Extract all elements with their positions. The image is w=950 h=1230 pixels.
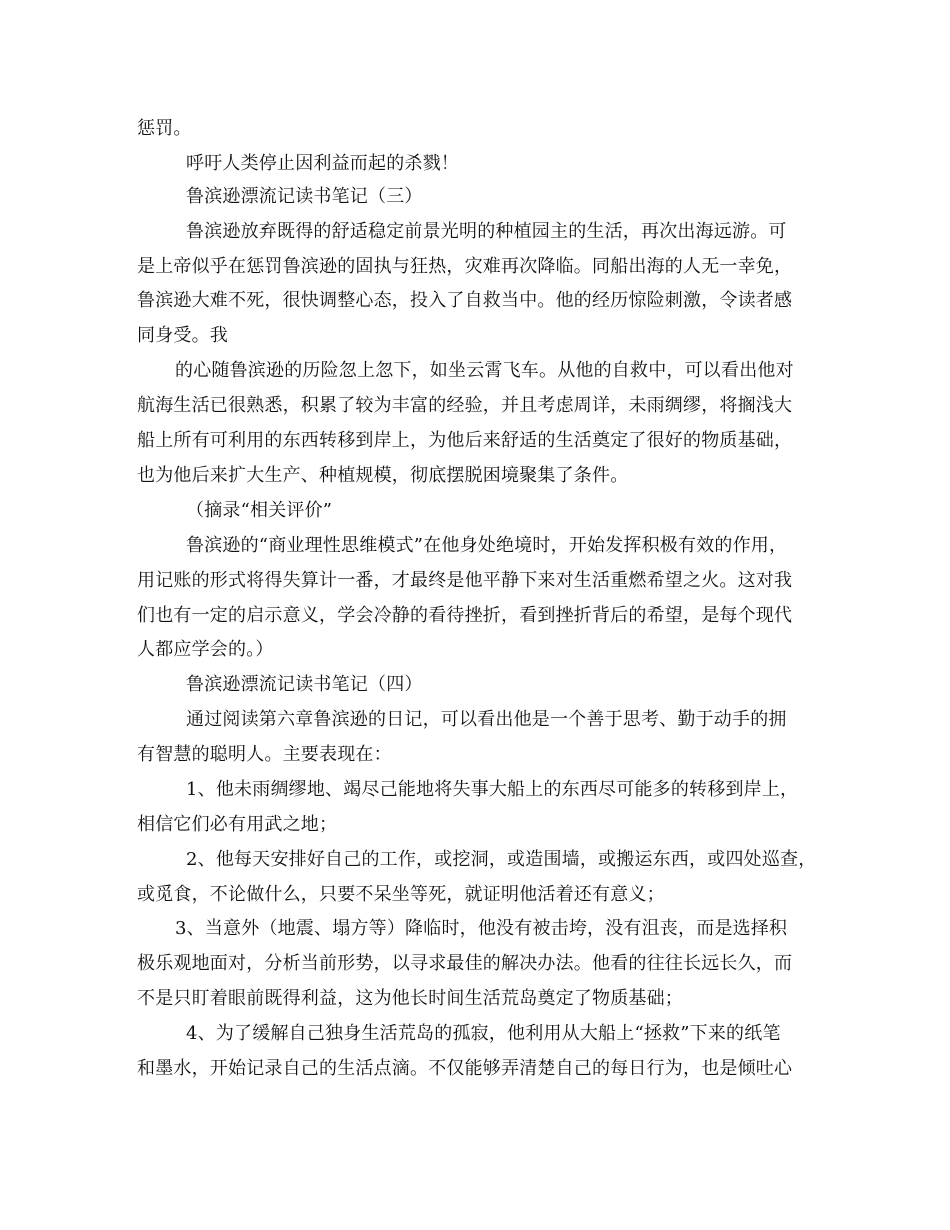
text-line: 鲁滨逊大难不死，很快调整心态，投入了自救当中。他的经历惊险刺激，令读者感 [137, 290, 793, 311]
text-line: 呼吁人类停止因利益而起的杀戮！ [186, 153, 459, 174]
text-line: 极乐观地面对，分析当前形势，以寻求最佳的解决办法。他看的往往长远长久，而 [137, 953, 793, 974]
text-line: 相信它们必有用武之地； [137, 814, 338, 835]
text-line: 不是只盯着眼前既得利益，这为他长时间生活荒岛奠定了物质基础； [137, 988, 683, 1009]
list-item: 1、他未雨绸缪地、竭尽己能地将失事大船上的东西尽可能多的转移到岸上， [186, 779, 799, 800]
text-line: 们也有一定的启示意义，学会冷静的看待挫折，看到挫折背后的希望，是每个现代 [137, 605, 793, 626]
section-heading: 鲁滨逊漂流记读书笔记（四） [186, 674, 423, 695]
text-line: 的心随鲁滨逊的历险忽上忽下，如坐云霄飞车。从他的自救中，可以看出他对 [175, 360, 794, 381]
text-line: （摘录“相关评价” [186, 500, 333, 521]
list-item: 4、为了缓解自己独身生活荒岛的孤寂，他利用从大船上“拯救”下来的纸笔 [186, 1023, 781, 1044]
text-line: 惩罚。 [137, 118, 192, 139]
text-line: 是上帝似乎在惩罚鲁滨逊的固执与狂热，灾难再次降临。同船出海的人无一幸免， [137, 256, 793, 277]
text-line: 也为他后来扩大生产、种植规模，彻底摆脱困境聚集了条件。 [137, 465, 629, 486]
text-line: 同身受。我 [137, 325, 228, 346]
list-item: 3、当意外（地震、塌方等）降临时，他没有被击垮，没有沮丧，而是选择积 [175, 918, 788, 939]
text-line: 用记账的形式将得失算计一番，才最终是他平静下来对生活重燃希望之火。这对我 [137, 570, 793, 591]
text-line: 和墨水，开始记录自己的生活点滴。不仅能够弄清楚自己的每日行为，也是倾吐心 [137, 1058, 793, 1079]
text-line: 人都应学会的。） [137, 639, 274, 660]
text-line: 或觅食，不论做什么，只要不呆坐等死，就证明他活着还有意义； [137, 884, 665, 905]
text-line: 鲁滨逊放弃既得的舒适稳定前景光明的种植园主的生活，再次出海远游。可 [186, 221, 787, 242]
text-line: 航海生活已很熟悉，积累了较为丰富的经验，并且考虑周详，未雨绸缪，将搁浅大 [137, 395, 793, 416]
section-heading: 鲁滨逊漂流记读书笔记（三） [186, 186, 423, 207]
text-line: 通过阅读第六章鲁滨逊的日记，可以看出他是一个善于思考、勤于动手的拥 [186, 709, 787, 730]
text-line: 鲁滨逊的“商业理性思维模式”在他身处绝境时，开始发挥积极有效的作用， [186, 535, 788, 556]
text-line: 有智慧的聪明人。主要表现在： [137, 744, 392, 765]
list-item: 2、他每天安排好自己的工作，或挖洞，或造围墙，或搬运东西，或四处巡查， [186, 849, 817, 870]
text-line: 船上所有可利用的东西转移到岸上，为他后来舒适的生活奠定了很好的物质基础， [137, 430, 793, 451]
